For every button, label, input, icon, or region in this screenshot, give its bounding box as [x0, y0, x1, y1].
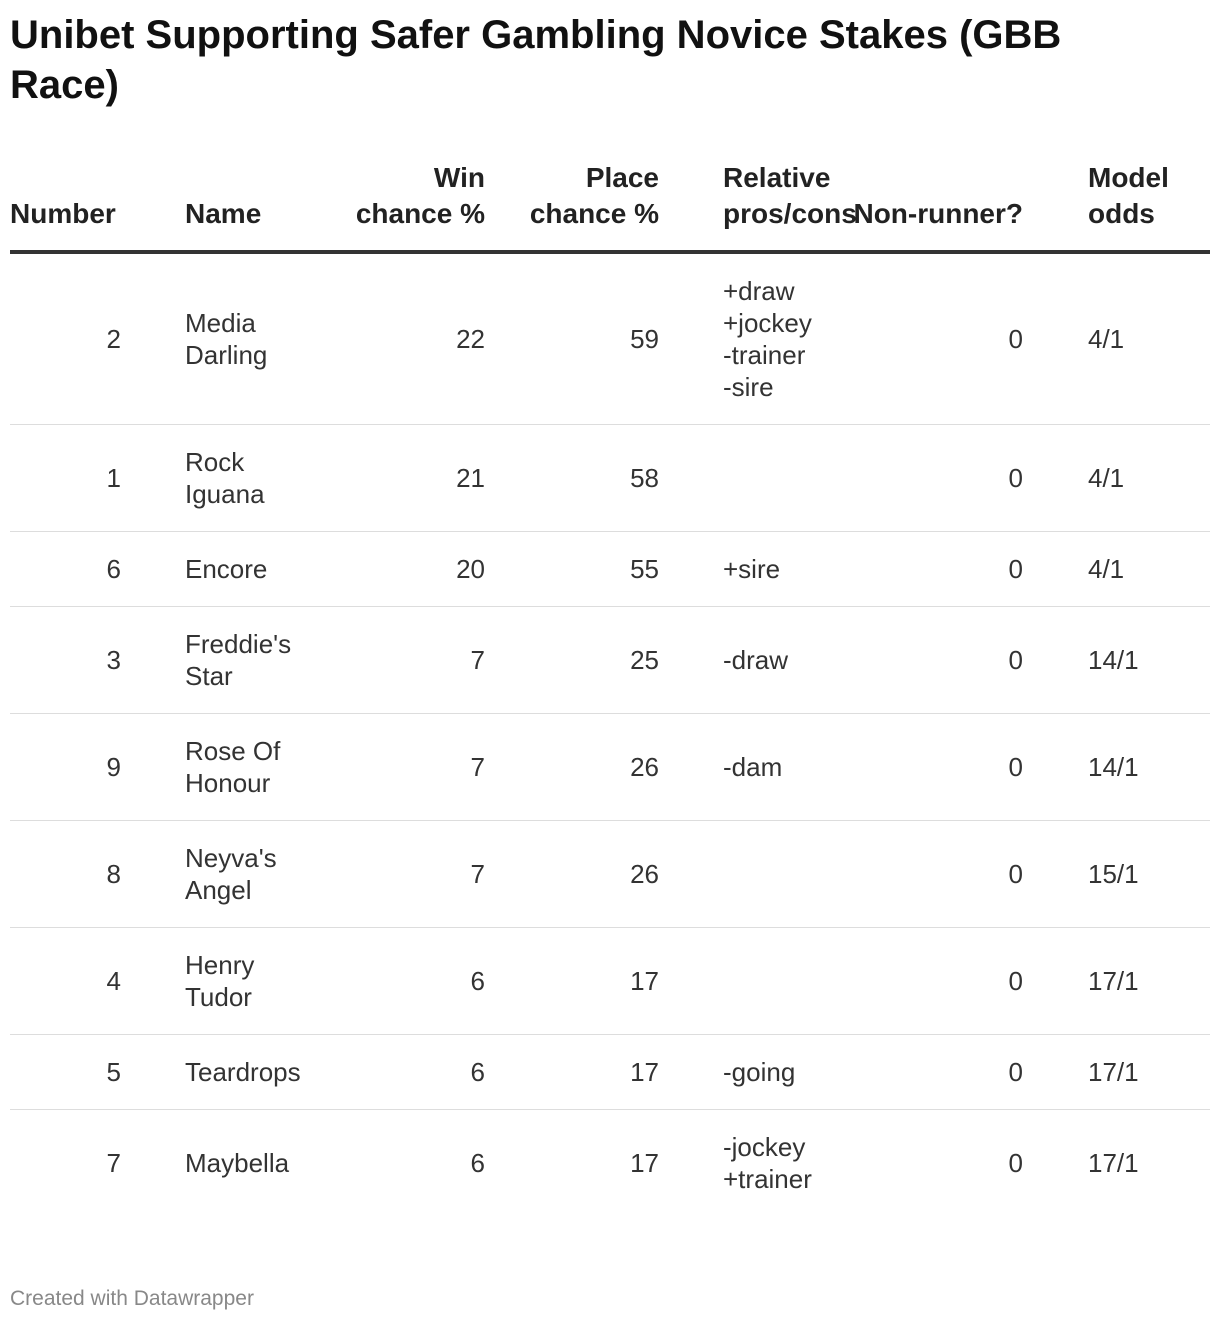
- cell-pros-cons: -dam: [659, 714, 849, 821]
- cell-place-chance: 25: [485, 607, 659, 714]
- column-header-pros-cons[interactable]: Relative pros/cons: [659, 160, 849, 252]
- cell-number: 6: [10, 532, 185, 607]
- cell-model-odds: 15/1: [1023, 821, 1210, 928]
- cell-place-chance: 17: [485, 928, 659, 1035]
- cell-pros-cons: [659, 425, 849, 532]
- cell-place-chance: 26: [485, 821, 659, 928]
- cell-place-chance: 55: [485, 532, 659, 607]
- table-row: [10, 928, 1210, 1035]
- table-row: [10, 532, 1210, 607]
- cell-win-chance: 22: [345, 252, 485, 425]
- cell-number: 8: [10, 821, 185, 928]
- column-header-number[interactable]: Number: [10, 160, 185, 252]
- cell-non-runner: 0: [849, 607, 1023, 714]
- cell-model-odds: 14/1: [1023, 607, 1210, 714]
- race-table: [10, 160, 1210, 1216]
- cell-pros-cons: -jockey +trainer: [723, 1132, 812, 1194]
- cell-number: 7: [106, 1148, 121, 1178]
- table-row: [10, 821, 1210, 928]
- cell-name: Rock Iguana: [185, 425, 345, 532]
- cell-non-runner: 0: [849, 252, 1023, 425]
- cell-non-runner: 0: [1008, 1148, 1023, 1178]
- cell-number: 4: [10, 928, 185, 1035]
- cell-model-odds: 17/1: [1088, 1148, 1139, 1178]
- cell-win-chance: 6: [470, 1148, 485, 1178]
- table-row: [10, 714, 1210, 821]
- cell-model-odds: 17/1: [1023, 928, 1210, 1035]
- cell-place-chance: 59: [485, 252, 659, 425]
- cell-name: Henry Tudor: [185, 928, 345, 1035]
- cell-win-chance: 7: [345, 714, 485, 821]
- table-row: [10, 252, 1210, 425]
- cell-win-chance: 6: [345, 1035, 485, 1110]
- cell-model-odds: 17/1: [1023, 1035, 1210, 1110]
- cell-name: Encore: [185, 532, 345, 607]
- cell-pros-cons: [659, 821, 849, 928]
- cell-number: 3: [10, 607, 185, 714]
- cell-pros-cons: +draw +jockey -trainer -sire: [659, 252, 849, 425]
- table-header-row: [10, 160, 1210, 252]
- cell-win-chance: 20: [345, 532, 485, 607]
- cell-place-chance: 17: [485, 1035, 659, 1110]
- cell-pros-cons: -going: [659, 1035, 849, 1110]
- cell-name: Freddie's Star: [185, 607, 345, 714]
- column-header-name[interactable]: Name: [185, 160, 345, 252]
- table-row: [10, 607, 1210, 714]
- attribution-credit: Created with Datawrapper: [10, 1287, 254, 1310]
- cell-non-runner: 0: [849, 928, 1023, 1035]
- table-row: [10, 1110, 1210, 1217]
- cell-pros-cons: [659, 928, 849, 1035]
- cell-pros-cons: +sire: [659, 532, 849, 607]
- cell-number: 9: [10, 714, 185, 821]
- cell-name: Teardrops: [185, 1035, 345, 1110]
- cell-pros-cons: -draw: [659, 607, 849, 714]
- cell-model-odds: 14/1: [1023, 714, 1210, 821]
- cell-number: 5: [10, 1035, 185, 1110]
- table-row: [10, 1035, 1210, 1110]
- cell-non-runner: 0: [849, 532, 1023, 607]
- cell-name: Neyva's Angel: [185, 821, 345, 928]
- table-row: [10, 425, 1210, 532]
- cell-number: 2: [10, 252, 185, 425]
- cell-name: Maybella: [185, 1148, 290, 1178]
- column-header-non-runner[interactable]: Non-runner?: [849, 160, 1023, 252]
- cell-number: 1: [10, 425, 185, 532]
- cell-non-runner: 0: [849, 425, 1023, 532]
- column-header-win-chance[interactable]: Win chance %: [345, 160, 485, 252]
- cell-model-odds: 4/1: [1023, 532, 1210, 607]
- cell-model-odds: 4/1: [1023, 425, 1210, 532]
- cell-non-runner: 0: [849, 714, 1023, 821]
- cell-non-runner: 0: [849, 821, 1023, 928]
- cell-place-chance: 26: [485, 714, 659, 821]
- column-header-place-chance[interactable]: Place chance %: [485, 160, 659, 252]
- cell-name: Media Darling: [185, 252, 345, 425]
- cell-place-chance: 58: [485, 425, 659, 532]
- cell-win-chance: 21: [345, 425, 485, 532]
- cell-win-chance: 7: [345, 821, 485, 928]
- cell-model-odds: 4/1: [1023, 252, 1210, 425]
- cell-non-runner: 0: [849, 1035, 1023, 1110]
- cell-win-chance: 7: [345, 607, 485, 714]
- cell-win-chance: 6: [345, 928, 485, 1035]
- page-title: Unibet Supporting Safer Gambling Novice Stakes (GBB Race): [10, 13, 1062, 107]
- cell-name: Rose Of Honour: [185, 714, 345, 821]
- cell-place-chance: 17: [630, 1148, 659, 1178]
- column-header-model-odds[interactable]: Model odds: [1023, 160, 1210, 252]
